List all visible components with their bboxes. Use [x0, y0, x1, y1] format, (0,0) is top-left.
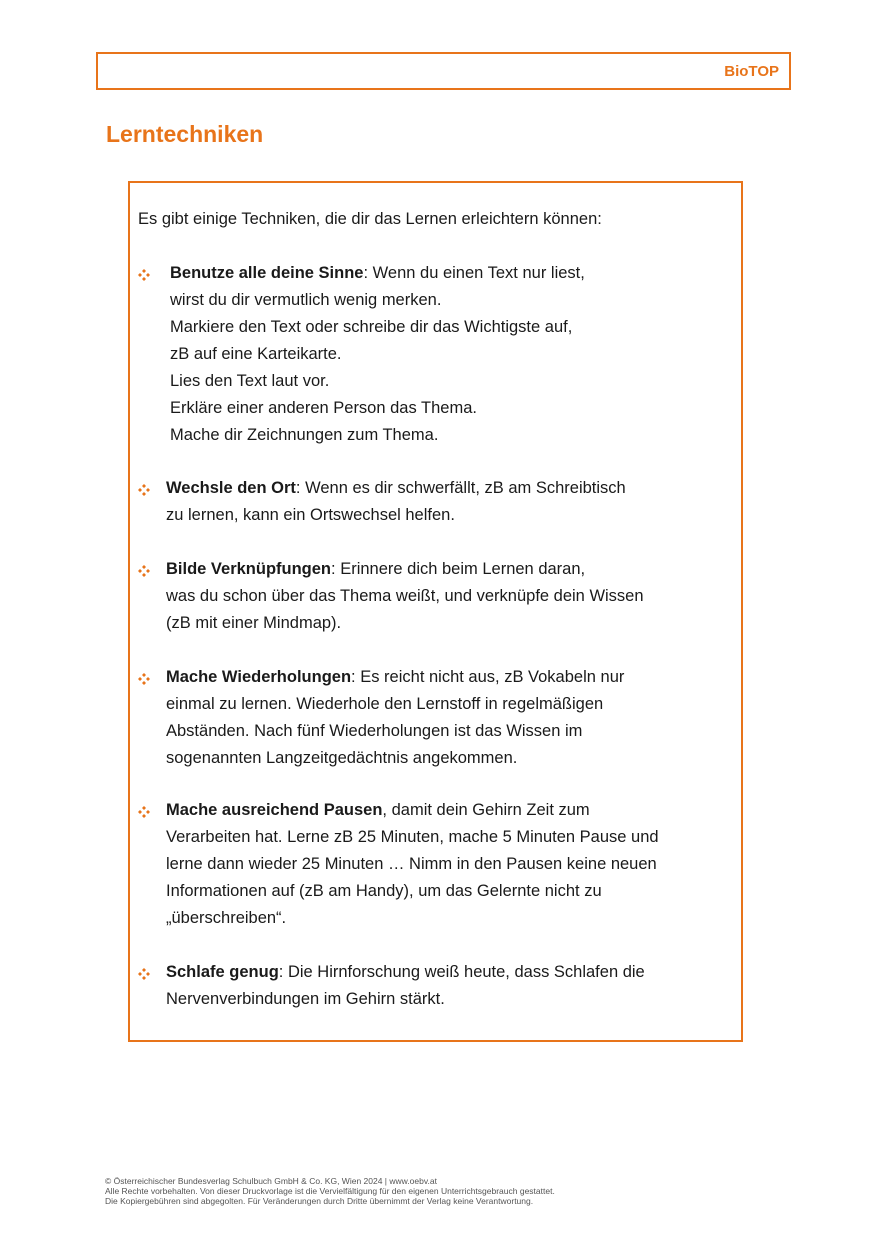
diamond-bullet-icon [138, 269, 150, 281]
bullet-first-line: : Es reicht nicht aus, zB Vokabeln nur [351, 668, 625, 686]
bullet-text [166, 556, 736, 637]
footer-line: Die Kopiergebühren sind abgegolten. Für Veränderungen durch Dritte übernimmt der Verlag keine Verantwortung. [105, 1196, 534, 1206]
diamond-bullet-icon [138, 806, 150, 818]
bullet-line: was du schon über das Thema weißt, und verknüpfe dein Wissen [166, 587, 644, 605]
bullet-line: zu lernen, kann ein Ortswechsel helfen. [166, 506, 455, 524]
bullet-first-line: : Wenn du einen Text nur liest, [363, 264, 585, 282]
brand-label: BioTOP [724, 63, 779, 80]
bullet-line: Lies den Text laut vor. [170, 372, 330, 390]
diamond-bullet-icon [138, 968, 150, 980]
bullet-text [166, 664, 736, 772]
bullet-line: Nervenverbindungen im Gehirn stärkt. [166, 990, 445, 1008]
bullet-line: (zB mit einer Mindmap). [166, 614, 342, 632]
bullet-first-line: : Die Hirnforschung weiß heute, dass Schlafen die [278, 963, 645, 981]
bullet-title: Benutze alle deine Sinne [170, 264, 364, 282]
bullet-line: sogenannten Langzeitgedächtnis angekommen. [166, 749, 518, 767]
footer-line: © Österreichischer Bundesverlag Schulbuch GmbH & Co. KG, Wien 2024 | www.oebv.at [105, 1176, 437, 1186]
diamond-bullet-icon [138, 673, 150, 685]
page-title: Lerntechniken [106, 121, 264, 147]
bullet-line: Verarbeiten hat. Lerne zB 25 Minuten, mache 5 Minuten Pause und [166, 828, 659, 846]
bullet-line: Informationen auf (zB am Handy), um das Gelernte nicht zu [166, 882, 602, 900]
header-box [96, 52, 791, 90]
bullet-text [166, 475, 736, 529]
bullet-first-line: , damit dein Gehirn Zeit zum [382, 801, 590, 819]
bullet-line: Markiere den Text oder schreibe dir das Wichtigste auf, [170, 318, 573, 336]
bullet-text [166, 959, 736, 1013]
bullet-title: Wechsle den Ort [166, 479, 296, 497]
bullet-text [170, 260, 740, 449]
diamond-bullet-icon [138, 484, 150, 496]
bullet-first-line: : Wenn es dir schwerfällt, zB am Schreibtisch [295, 479, 626, 497]
bullet-first-line: : Erinnere dich beim Lernen daran, [331, 560, 586, 578]
bullet-title: Mache ausreichend Pausen [166, 801, 383, 819]
bullet-line: Erkläre einer anderen Person das Thema. [170, 399, 477, 417]
bullet-title: Schlafe genug [166, 963, 279, 981]
bullet-title: Bilde Verknüpfungen [166, 560, 332, 578]
copyright-footer [105, 1176, 555, 1206]
bullet-line: zB auf eine Karteikarte. [170, 345, 342, 363]
bullet-title: Mache Wiederholungen [166, 668, 352, 686]
bullet-line: Abständen. Nach fünf Wiederholungen ist das Wissen im [166, 722, 583, 740]
content-box [128, 181, 743, 1042]
bullet-text [166, 797, 736, 932]
footer-line: Alle Rechte vorbehalten. Von dieser Druckvorlage ist die Vervielfältigung für den eigenen Unterrichtsgebrauch gestattet. [105, 1186, 555, 1196]
bullet-line: Mache dir Zeichnungen zum Thema. [170, 426, 439, 444]
bullet-line: lerne dann wieder 25 Minuten … Nimm in den Pausen keine neuen [166, 855, 657, 873]
bullet-line: wirst du dir vermutlich wenig merken. [170, 291, 442, 309]
bullet-line: einmal zu lernen. Wiederhole den Lernstoff in regelmäßigen [166, 695, 604, 713]
bullet-line: „überschreiben“. [166, 909, 287, 927]
diamond-bullet-icon [138, 565, 150, 577]
intro-text: Es gibt einige Techniken, die dir das Lernen erleichtern können: [138, 210, 602, 228]
